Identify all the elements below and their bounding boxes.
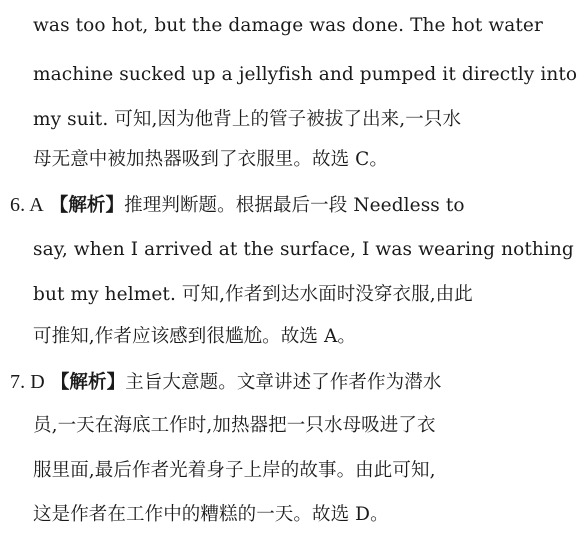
answer-7-line xyxy=(10,370,441,395)
text-line-2: machine sucked up a jellyfish and pumped it directly into xyxy=(33,64,577,85)
text-line-12: 这是作者在工作中的糟糕的一天。故选 D。 xyxy=(33,504,389,525)
answer-7-tag: 【解析】 xyxy=(50,372,126,393)
answer-6-text: 推理判断题。根据最后一段 Needless to xyxy=(124,195,465,216)
text-line-10: 员,一天在海底工作时,加热器把一只水母吸进了衣 xyxy=(33,415,436,436)
answer-6-tag: 【解析】 xyxy=(49,195,125,216)
text-line-3: my suit. 可知,因为他背上的管子被拔了出来,一只水 xyxy=(33,109,462,130)
answer-6-line xyxy=(10,193,465,218)
answer-7-text: 主旨大意题。文章讲述了作者作为潜水 xyxy=(125,372,442,393)
text-line-11: 服里面,最后作者光着身子上岸的故事。由此可知, xyxy=(33,460,436,481)
answer-7-number: 7. D xyxy=(10,371,45,393)
text-line-8: 可推知,作者应该感到很尴尬。故选 A。 xyxy=(33,326,357,347)
text-line-4: 母无意中被加热器吸到了衣服里。故选 C。 xyxy=(33,149,389,170)
text-line-6: say, when I arrived at the surface, I was wearing nothing xyxy=(33,239,574,260)
text-line-1: was too hot, but the damage was done. The hot water xyxy=(33,15,543,36)
text-line-7: but my helmet. 可知,作者到达水面时没穿衣服,由此 xyxy=(33,284,473,305)
answer-6-number: 6. A xyxy=(10,194,44,216)
